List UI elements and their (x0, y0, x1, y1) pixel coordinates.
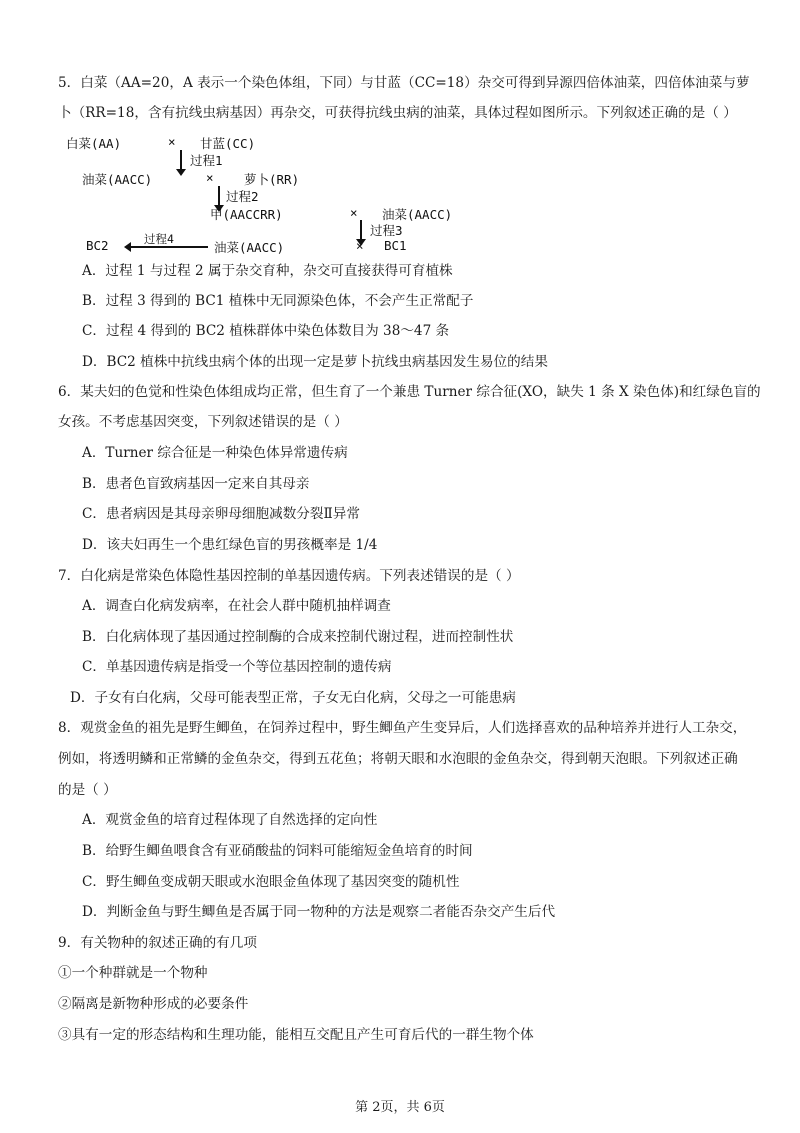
q7-option-d: D．子女有白化病，父母可能表型正常，子女无白化病，父母之一可能患病 (70, 690, 516, 706)
q6-stem-line2: 女孩。不考虑基因突变，下列叙述错误的是（ ） (58, 414, 348, 430)
q6-option-c: C．患者病因是其母亲卵母细胞减数分裂Ⅱ异常 (82, 506, 360, 522)
q5-option-b: B．过程 3 得到的 BC1 植株中无同源染色体，不会产生正常配子 (82, 293, 474, 309)
diagram-cross4: × (356, 238, 364, 253)
q8-option-b: B．给野生鲫鱼喂食含有亚硝酸盐的饲料可能缩短金鱼培育的时间 (82, 843, 473, 859)
diagram-cross2: × (206, 170, 214, 185)
q5-option-c: C．过程 4 得到的 BC2 植株群体中染色体数目为 38～47 条 (82, 323, 450, 339)
q8-stem-line1: 8．观赏金鱼的祖先是野生鲫鱼，在饲养过程中，野生鲫鱼产生变异后，人们选择喜欢的品种培养并进行人工杂交， (58, 720, 747, 736)
q8-option-a: A．观赏金鱼的培育过程体现了自然选择的定向性 (82, 812, 378, 828)
q7-stem: 7．白化病是常染色体隐性基因控制的单基因遗传病。下列表述错误的是（ ） (58, 568, 520, 584)
q6-option-d: D．该夫妇再生一个患红绿色盲的男孩概率是 1/4 (82, 537, 378, 553)
q6-option-a: A．Turner 综合征是一种染色体异常遗传病 (82, 445, 348, 461)
diagram-youcai2: 油菜(AACC) (382, 207, 453, 222)
q6-stem-line1: 6．某夫妇的色觉和性染色体组成均正常，但生育了一个兼患 Turner 综合征(XO，缺失 1 条 X 染色体)和红绿色盲的 (58, 384, 761, 400)
q8-stem-line2: 例如，将透明鳞和正常鳞的金鱼杂交，得到五花鱼；将朝天眼和水泡眼的金鱼杂交，得到朝天泡眼。下列叙述正确 (58, 751, 738, 767)
q9-item-2: ②隔离是新物种形成的必要条件 (58, 996, 249, 1012)
q7-option-b: B．白化病体现了基因通过控制酶的合成来控制代谢过程，进而控制性状 (82, 629, 514, 645)
q5-stem-line2: 卜（RR=18，含有抗线虫病基因）再杂交，可获得抗线虫病的油菜，具体过程如图所示。下列叙述正确的是（ ） (58, 105, 737, 121)
q8-option-c: C．野生鲫鱼变成朝天眼或水泡眼金鱼体现了基因突变的随机性 (82, 874, 460, 890)
q7-option-c: C．单基因遗传病是指受一个等位基因控制的遗传病 (82, 659, 392, 675)
q8-option-d: D．判断金鱼与野生鲫鱼是否属于同一物种的方法是观察二者能否杂交产生后代 (82, 904, 556, 920)
q8-stem-line3: 的是（ ） (58, 782, 117, 798)
diagram-cross1: × (168, 134, 176, 149)
diagram-youcai1: 油菜(AACC) (82, 172, 153, 187)
diagram-luobo: 萝卜(RR) (244, 172, 300, 187)
diagram-process2: 过程2 (226, 189, 259, 204)
q9-item-3: ③具有一定的形态结构和生理功能，能相互交配且产生可育后代的一群生物个体 (58, 1027, 534, 1043)
q7-option-a: A．调查白化病发病率，在社会人群中随机抽样调查 (82, 598, 391, 614)
diagram-jia: 甲(AACCRR) (210, 207, 283, 222)
q6-option-b: B．患者色盲致病基因一定来自其母亲 (82, 476, 310, 492)
q5-breeding-diagram (60, 134, 520, 258)
diagram-bc2: BC2 (86, 238, 109, 253)
arrow-process2 (218, 186, 220, 206)
diagram-bc1: BC1 (384, 238, 407, 253)
diagram-baicai: 白菜(AA) (66, 136, 122, 151)
q5-option-a: A．过程 1 与过程 2 属于杂交育种，杂交可直接获得可育植株 (82, 263, 453, 279)
diagram-process4: 过程4 (144, 232, 174, 246)
diagram-cross3: × (350, 205, 358, 220)
q5-stem-line1: 5．白菜（AA=20，A 表示一个染色体组，下同）与甘蓝（CC=18）杂交可得到异源四倍体油菜，四倍体油菜与萝 (58, 75, 750, 91)
diagram-process3: 过程3 (370, 223, 403, 238)
diagram-ganlan: 甘蓝(CC) (200, 136, 256, 151)
arrow-process1 (180, 150, 182, 170)
diagram-youcai3: 油菜(AACC) (214, 240, 285, 255)
page-footer: 第 2页，共 6页 (355, 1100, 445, 1115)
q9-stem: 9．有关物种的叙述正确的有几项 (58, 935, 257, 951)
diagram-process1: 过程1 (190, 153, 223, 168)
q5-option-d: D．BC2 植株中抗线虫病个体的出现一定是萝卜抗线虫病基因发生易位的结果 (82, 354, 548, 370)
arrow-process3 (360, 220, 362, 240)
q9-item-1: ①一个种群就是一个物种 (58, 965, 208, 981)
